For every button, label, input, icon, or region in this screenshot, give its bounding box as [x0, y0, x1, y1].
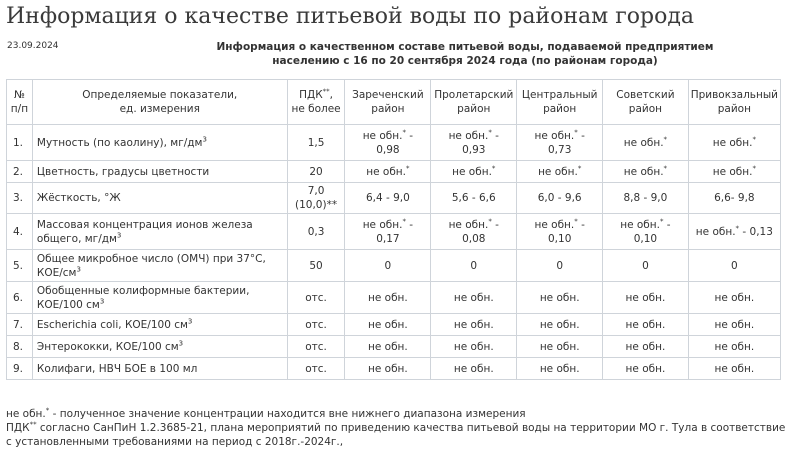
- row-number: 8.: [7, 336, 33, 358]
- row-number: 3.: [7, 183, 33, 214]
- row-number: 2.: [7, 161, 33, 183]
- district-value: не обн.* - 0,17: [345, 214, 431, 250]
- district-value: не обн.: [345, 314, 431, 336]
- district-value: 6,4 - 9,0: [345, 183, 431, 214]
- district-value: не обн.* - 0,93: [431, 125, 517, 161]
- indicator-name: Мутность (по каолину), $мг/дм^3$: [32, 125, 287, 161]
- table-row: [7, 125, 781, 161]
- row-number: 5.: [7, 250, 33, 282]
- district-value: не обн.: [688, 358, 780, 380]
- table-body: [7, 125, 781, 380]
- district-value: не обн.: [517, 314, 603, 336]
- district-value: не обн.* - 0,13: [688, 214, 780, 250]
- row-number: 6.: [7, 282, 33, 314]
- water-quality-table: [6, 79, 781, 380]
- district-value: не обн.: [345, 336, 431, 358]
- district-value: не обн.*: [688, 125, 780, 161]
- indicator-name: Escherichia coli, КОЕ/100 $см^3$: [32, 314, 287, 336]
- pdk-value: 0,3: [287, 214, 345, 250]
- footnote-pdk: ПДК** согласно СанПиН 1.2.3685-21, плана мероприятий по приведению качества питьевой воды на территории МО г. Тула в соответствие с установленными требованиями на период с 2018г.-2024г.,: [6, 420, 786, 448]
- district-value: 0: [517, 250, 603, 282]
- district-value: не обн.: [431, 358, 517, 380]
- district-value: не обн.* - 0,98: [345, 125, 431, 161]
- district-value: 5,6 - 6,6: [431, 183, 517, 214]
- pdk-value: отс.: [287, 358, 345, 380]
- district-value: 0: [688, 250, 780, 282]
- column-header: Зареченский район: [345, 80, 431, 125]
- district-value: не обн.: [688, 314, 780, 336]
- footnote-not-detected: не обн.* - полученное значение концентрации находится вне нижнего диапазона измерения: [6, 406, 526, 420]
- row-number: 4.: [7, 214, 33, 250]
- indicator-name: Энтерококки, КОЕ/100 $см^3$: [32, 336, 287, 358]
- district-value: не обн.: [431, 282, 517, 314]
- column-header: Пролетарский район: [431, 80, 517, 125]
- table-row: [7, 183, 781, 214]
- district-value: не обн.* - 0,08: [431, 214, 517, 250]
- district-value: не обн.: [345, 282, 431, 314]
- table-row: [7, 358, 781, 380]
- table-row: [7, 250, 781, 282]
- district-value: не обн.: [431, 314, 517, 336]
- district-value: не обн.* - 0,10: [603, 214, 689, 250]
- district-value: не обн.: [603, 358, 689, 380]
- indicator-name: Общее микробное число (ОМЧ) при 37°С, КОЕ/$см^3$: [32, 250, 287, 282]
- pdk-value: 50: [287, 250, 345, 282]
- pdk-value: отс.: [287, 282, 345, 314]
- district-value: не обн.*: [345, 161, 431, 183]
- district-value: 0: [603, 250, 689, 282]
- district-value: не обн.: [431, 336, 517, 358]
- table-row: [7, 161, 781, 183]
- district-value: не обн.: [603, 282, 689, 314]
- footnotes: [6, 407, 791, 449]
- district-value: не обн.: [517, 336, 603, 358]
- column-header: ПДК**, не более: [287, 80, 345, 125]
- page-title: Информация о качестве питьевой воды по районам города: [6, 4, 694, 29]
- table-row: [7, 282, 781, 314]
- district-value: не обн.*: [517, 161, 603, 183]
- district-value: не обн.: [517, 358, 603, 380]
- district-value: не обн.: [603, 336, 689, 358]
- district-value: 6,0 - 9,6: [517, 183, 603, 214]
- district-value: не обн.*: [603, 125, 689, 161]
- district-value: 6,6- 9,8: [688, 183, 780, 214]
- row-number: 1.: [7, 125, 33, 161]
- district-value: 8,8 - 9,0: [603, 183, 689, 214]
- pdk-value: отс.: [287, 314, 345, 336]
- district-value: не обн.* - 0,73: [517, 125, 603, 161]
- publish-date: 23.09.2024: [7, 41, 59, 51]
- indicator-name: Цветность, градусы цветности: [32, 161, 287, 183]
- pdk-value: 1,5: [287, 125, 345, 161]
- district-value: не обн.: [345, 358, 431, 380]
- row-number: 7.: [7, 314, 33, 336]
- column-header: Определяемые показатели, ед. измерения: [32, 80, 287, 125]
- district-value: 0: [345, 250, 431, 282]
- pdk-value: 7,0 (10,0)**: [287, 183, 345, 214]
- district-value: не обн.: [688, 282, 780, 314]
- column-header: Центральный район: [517, 80, 603, 125]
- table-row: [7, 314, 781, 336]
- district-value: не обн.: [517, 282, 603, 314]
- table-row: [7, 336, 781, 358]
- district-value: не обн.*: [431, 161, 517, 183]
- pdk-value: 20: [287, 161, 345, 183]
- district-value: 0: [431, 250, 517, 282]
- pdk-value: отс.: [287, 336, 345, 358]
- indicator-name: Колифаги, НВЧ БОЕ в 100 мл: [32, 358, 287, 380]
- district-value: не обн.*: [688, 161, 780, 183]
- district-value: не обн.: [688, 336, 780, 358]
- column-header: Привокзальный район: [688, 80, 780, 125]
- district-value: не обн.* - 0,10: [517, 214, 603, 250]
- table-row: [7, 214, 781, 250]
- indicator-name: Жёсткость, °Ж: [32, 183, 287, 214]
- table-caption: Информация о качественном составе питьевой воды, подаваемой предприятием населению с 16 по 20 сентября 2024 года (по районам города): [216, 41, 714, 67]
- indicator-name: Обобщенные колиформные бактерии, КОЕ/100 $см^3$: [32, 282, 287, 314]
- row-number: 9.: [7, 358, 33, 380]
- district-value: не обн.*: [603, 161, 689, 183]
- column-header: № п/п: [7, 80, 33, 125]
- district-value: не обн.: [603, 314, 689, 336]
- table-header-row: [7, 80, 781, 125]
- column-header: Советский район: [603, 80, 689, 125]
- indicator-name: Массовая концентрация ионов железа общего, $мг/дм^3$: [32, 214, 287, 250]
